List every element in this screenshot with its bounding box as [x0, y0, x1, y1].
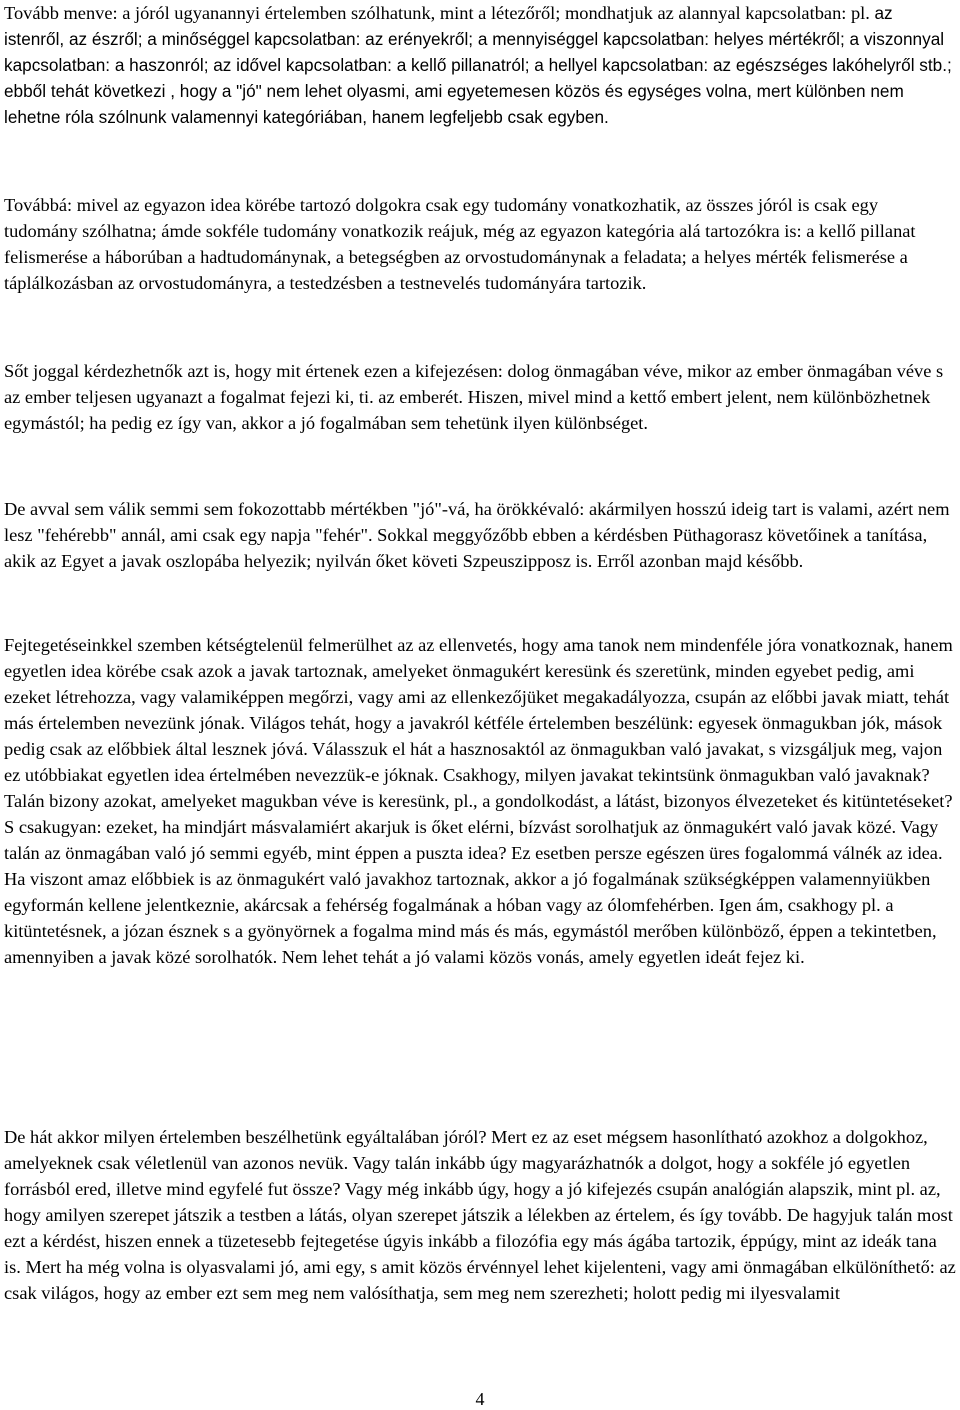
paragraph-2-text: Továbbá: mivel az egyazon idea körébe tartozó dolgokra csak egy tudomány vonatkozhatik, az összes jóról is csak egy tudomány szólhatna; ámde sokféle tudomány vonatkozik reájuk, még az egyazon kategória alá tartozókra is: a kellő pillanat felismerése a háborúban a hadtudománynak, a betegségben az orvostudománynak a feladata; a helyes mérték felismerése a táplálkozásban az orvostudományra, a testedzésben a testnevelés tudományára tartozik.: [4, 195, 916, 293]
paragraph-2: [4, 192, 956, 296]
paragraph-3-text: Sőt joggal kérdezhetnők azt is, hogy mit értenek ezen a kifejezésen: dolog önmagában véve, mikor az ember önmagában véve s az ember teljesen ugyanazt a fogalmat fejezi ki, ti. az emberét. Hiszen, mivel mind a kettő embert jelent, nem különbözhetnek egymástól; ha pedig ez így van, akkor a jó fogalmában sem tehetünk ilyen különbséget.: [4, 361, 944, 433]
paragraph-1: [4, 0, 956, 130]
paragraph-5: [4, 632, 956, 970]
paragraph-1-sans-text: az istenről, az észről; a minőséggel kapcsolatban: az erényekről; a mennyiséggel kapcsolatban: helyes mértékről; a viszonnyal kapcsolatban: a haszonról; az idővel kapcsolatban: a kellő pillanatról; a hellyel kapcsolatban: az egészséges lakóhelyről stb.; ebből tehát következi , hogy a "jó" nem lehet olyasmi, ami egyetemesen közös és egységes volna, mert különben nem lehetne róla szólnunk valamennyi kategóriában, hanem legfeljebb csak egyben.: [4, 3, 952, 127]
paragraph-3: [4, 358, 956, 436]
page-number: 4: [475, 1389, 485, 1409]
paragraph-6-text: De hát akkor milyen értelemben beszélhetünk egyáltalában jóról? Mert ez az eset mégsem hasonlítható azokhoz a dolgokhoz, amelyeknek csak véletlenül van azonos nevük. Vagy talán inkább úgy magyarázhatnók a dolgot, hogy a sokféle jó egyetlen forrásból ered, illetve mind egyfelé fut össze? Vagy még inkább úgy, hogy a jó kifejezés csupán analógián alapszik, mint pl. az, hogy amilyen szerepet játszik a testben a látás, olyan szerepet játszik a lélekben az értelem, és így tovább. De hagyjuk talán most ezt a kérdést, hiszen ennek a tüzetesebb fejtegetése úgyis inkább a filozófia egy más ágába tartozik, éppúgy, mint az ideák tana is. Mert ha még volna is olyasvalami jó, ami egy, s amit közös érvénnyel lehet kijelenteni, vagy ami önmagában elkülöníthető: az csak világos, hogy az ember ezt sem meg nem valósíthatja, sem meg nem szerezheti; holott pedig mi ilyesvalamit: [4, 1127, 956, 1303]
paragraph-5-text: Fejtegetéseinkkel szemben kétségtelenül felmerülhet az az ellenvetés, hogy ama tanok nem mindenféle jóra vonatkoznak, hanem egyetlen idea körébe csak azok a javak tartoznak, amelyeket önmagukért keresünk és szeretünk, minden egyebet pedig, ami ezeket létrehozza, vagy valamiképpen megőrzi, vagy ami az ellenkezőjüket megakadályozza, csupán az előbbi javak miatt, tehát más értelemben nevezünk jónak. Világos tehát, hogy a javakról kétféle értelemben beszélünk: egyesek önmagukban jók, mások pedig csak az előbbiek által lesznek jóvá. Válasszuk el hát a hasznosaktól az önmagukban való javakat, s vizsgáljuk meg, vajon ez utóbbiakat egyetlen idea értelmében nevezzük-e jóknak. Csakhogy, milyen javakat tekintsünk önmagukban való javaknak? Talán bizony azokat, amelyeket magukban véve is keresünk, pl., a gondolkodást, a látást, bizonyos élvezeteket és kitüntetéseket? S csakugyan: ezeket, ha mindjárt másvalamiért akarjuk is őket elérni, bízvást sorolhatjuk az önmagukért való javak közé. Vagy talán az önmagában való jó semmi egyéb, mint éppen a puszta idea? Ez esetben persze egészen üres fogalommá válnék az idea. Ha viszont amaz előbbiek is az önmagukért való javakhoz tartoznak, akkor a jó fogalmának szükségképpen valamennyiükben egyformán kellene jelentkeznie, akárcsak a fehérség fogalmának a hóban vagy az ólomfehérben. Igen ám, csakhogy pl. a kitüntetésnek, a józan észnek s a gyönyörnek a fogalma mind más és más, egymástól merőben különböző, éppen a tekintetben, amennyiben a javak közé sorolhatók. Nem lehet tehát a jó valami közös vonás, amely egyetlen ideát fejez ki.: [4, 635, 953, 967]
paragraph-4: [4, 496, 956, 574]
paragraph-4-text: De avval sem válik semmi sem fokozottabb mértékben "jó"-vá, ha örökkévaló: akármilyen hosszú ideig tart is valami, azért nem lesz "fehérebb" annál, ami csak egy napja "fehér". Sokkal meggyőzőbb ebben a kérdésben Püthagorasz követőinek a tanítása, akik az Egyet a javak oszlopába helyezik; nyilván őket követi Szpeuszipposz is. Erről azonban majd később.: [4, 499, 950, 571]
paragraph-6: [4, 1124, 956, 1306]
paragraph-1-serif-text: Tovább menve: a jóról ugyanannyi értelemben szólhatunk, mint a létezőről; mondhatjuk az alannyal kapcsolatban: pl.: [4, 3, 875, 23]
